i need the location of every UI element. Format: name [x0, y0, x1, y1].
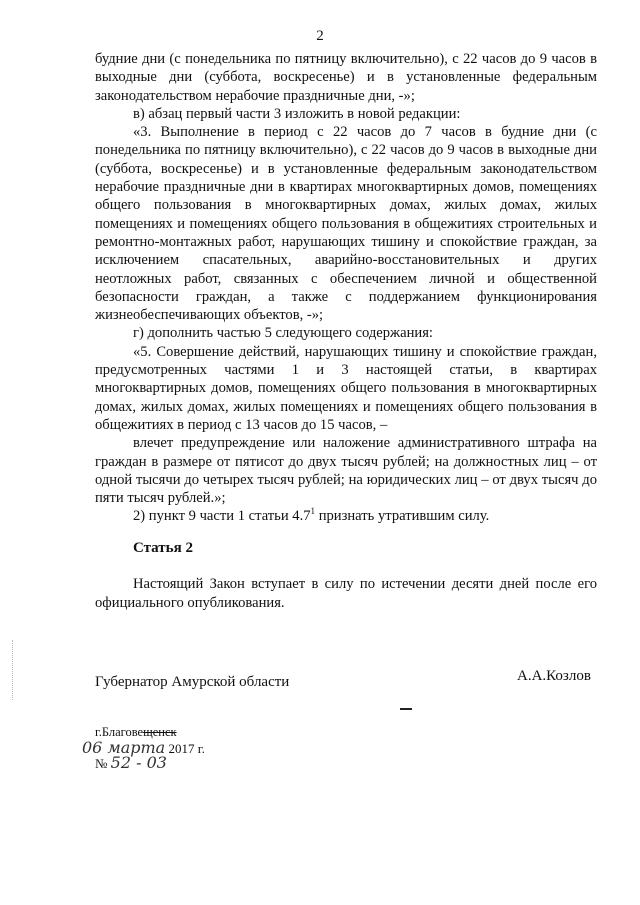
date-year: 2017 г.	[165, 741, 205, 756]
page-number: 2	[316, 28, 324, 44]
number-line	[95, 753, 167, 772]
document-body	[95, 50, 597, 526]
paragraph: будние дни (с понедельника по пятницу включительно), с 22 часов до 9 часов в выходные дни (суббота, воскресенье) и в установленные федеральным законодательством нерабочие праздничные дни, -»;	[95, 51, 597, 104]
margin-marks	[12, 640, 53, 700]
number-prefix: №	[95, 756, 111, 771]
article-heading: Статья 2	[133, 540, 193, 556]
paragraph: «3. Выполнение в период с 22 часов до 7 часов в будние дни (с понедельника по пятницу включительно), с 22 часов до 9 часов в выходные дни (суббота, воскресенье) и в установленные федеральным законодательством нерабочие праздничные дни в квартирах многоквартирных домов, помещениях общего пользования в многоквартирных домах, жилых домах, жилых помещениях и помещениях общего пользования в общежитиях строительных и ремонтно-монтажных работ, нарушающих тишину и спокойствие граждан, за исключением спасательных, аварийно-восстановительных и других неотложных работ, связанных с обеспечением личной и общественной безопасности граждан, а также с поддержанием функционирования жизнеобеспечивающих объектов, -»;	[95, 124, 597, 324]
paragraph: г) дополнить частью 5 следующего содержания:	[133, 325, 433, 342]
governor-title: Губернатор Амурской области	[95, 674, 290, 690]
item-2-text-end: признать утратившим силу.	[315, 508, 490, 525]
signature-mark	[400, 708, 412, 710]
item-2-text: 2) пункт 9 части 1 статьи 4.7	[133, 508, 311, 525]
article-text: Настоящий Закон вступает в силу по истечении десяти дней после его официального опубликования.	[95, 576, 597, 611]
paragraph: влечет предупреждение или наложение административного штрафа на граждан в размере от пятисот до двух тысяч рублей; на должностных лиц – от одной тысячи до четырех тысяч рублей; на юридических лиц – от двух тысяч до пяти тысяч рублей.»;	[95, 435, 597, 507]
place-text: г.Благове	[95, 725, 144, 739]
paragraph: в) абзац первый части 3 изложить в новой редакции:	[133, 105, 461, 122]
item-2-superscript: 1	[310, 506, 316, 517]
handwritten-date: 06 марта	[82, 738, 166, 757]
item-2-paragraph	[95, 507, 597, 525]
handwritten-number: 52 - 03	[110, 753, 167, 772]
governor-name: А.А.Козлов	[517, 668, 591, 684]
place-text-struck: щенск	[143, 725, 177, 739]
paragraph: «5. Совершение действий, нарушающих тишину и спокойствие граждан, предусмотренных частями 1 и 3 настоящей статьи, в квартирах многоквартирных домов, помещениях общего пользования в многоквартирных домах, жилых домах, жилых помещениях и помещениях общего пользования в общежитиях в период с 13 часов до 15 часов, –	[95, 343, 597, 433]
